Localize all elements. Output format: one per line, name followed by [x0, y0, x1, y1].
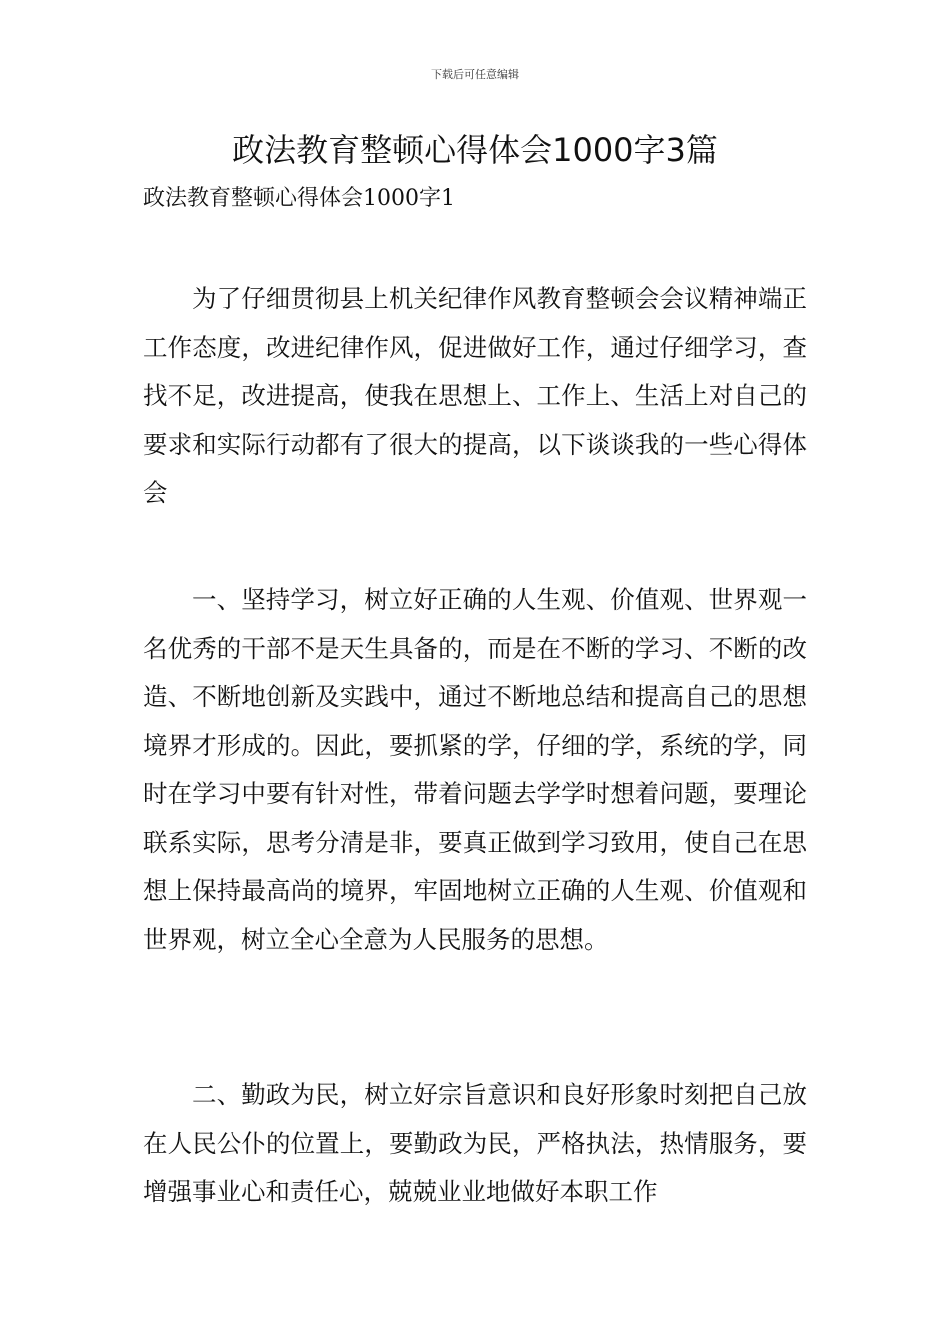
paragraph-point-one: 一、坚持学习，树立好正确的人生观、价值观、世界观一名优秀的干部不是天生具备的，而是在不断的学习、不断的改造、不断地创新及实践中，通过不断地总结和提高自己的思想境界才形成的。因此，要抓紧的学，仔细的学，系统的学，同时在学习中要有针对性，带着问题去学学时想着问题，要理论联系实际，思考分清是非，要真正做到学习致用，使自己在思想上保持最高尚的境界，牢固地树立正确的人生观、价值观和世界观，树立全心全意为人民服务的思想。: [143, 585, 807, 954]
paragraph-point-two: 二、勤政为民，树立好宗旨意识和良好形象时刻把自己放在人民公仆的位置上，要勤政为民，严格执法，热情服务，要增强事业心和责任心，兢兢业业地做好本职工作: [143, 1080, 807, 1206]
paragraph-intro: 为了仔细贯彻县上机关纪律作风教育整顿会会议精神端正工作态度，改进纪律作风，促进做好工作，通过仔细学习，查找不足，改进提高，使我在思想上、工作上、生活上对自己的要求和实际行动都有了很大的提高，以下谈谈我的一些心得体会: [143, 284, 807, 507]
section-subtitle: 政法教育整顿心得体会1000字1: [143, 186, 455, 211]
document-title: 政法教育整顿心得体会1000字3篇: [232, 131, 718, 169]
header-note: 下载后可任意编辑: [431, 68, 519, 81]
